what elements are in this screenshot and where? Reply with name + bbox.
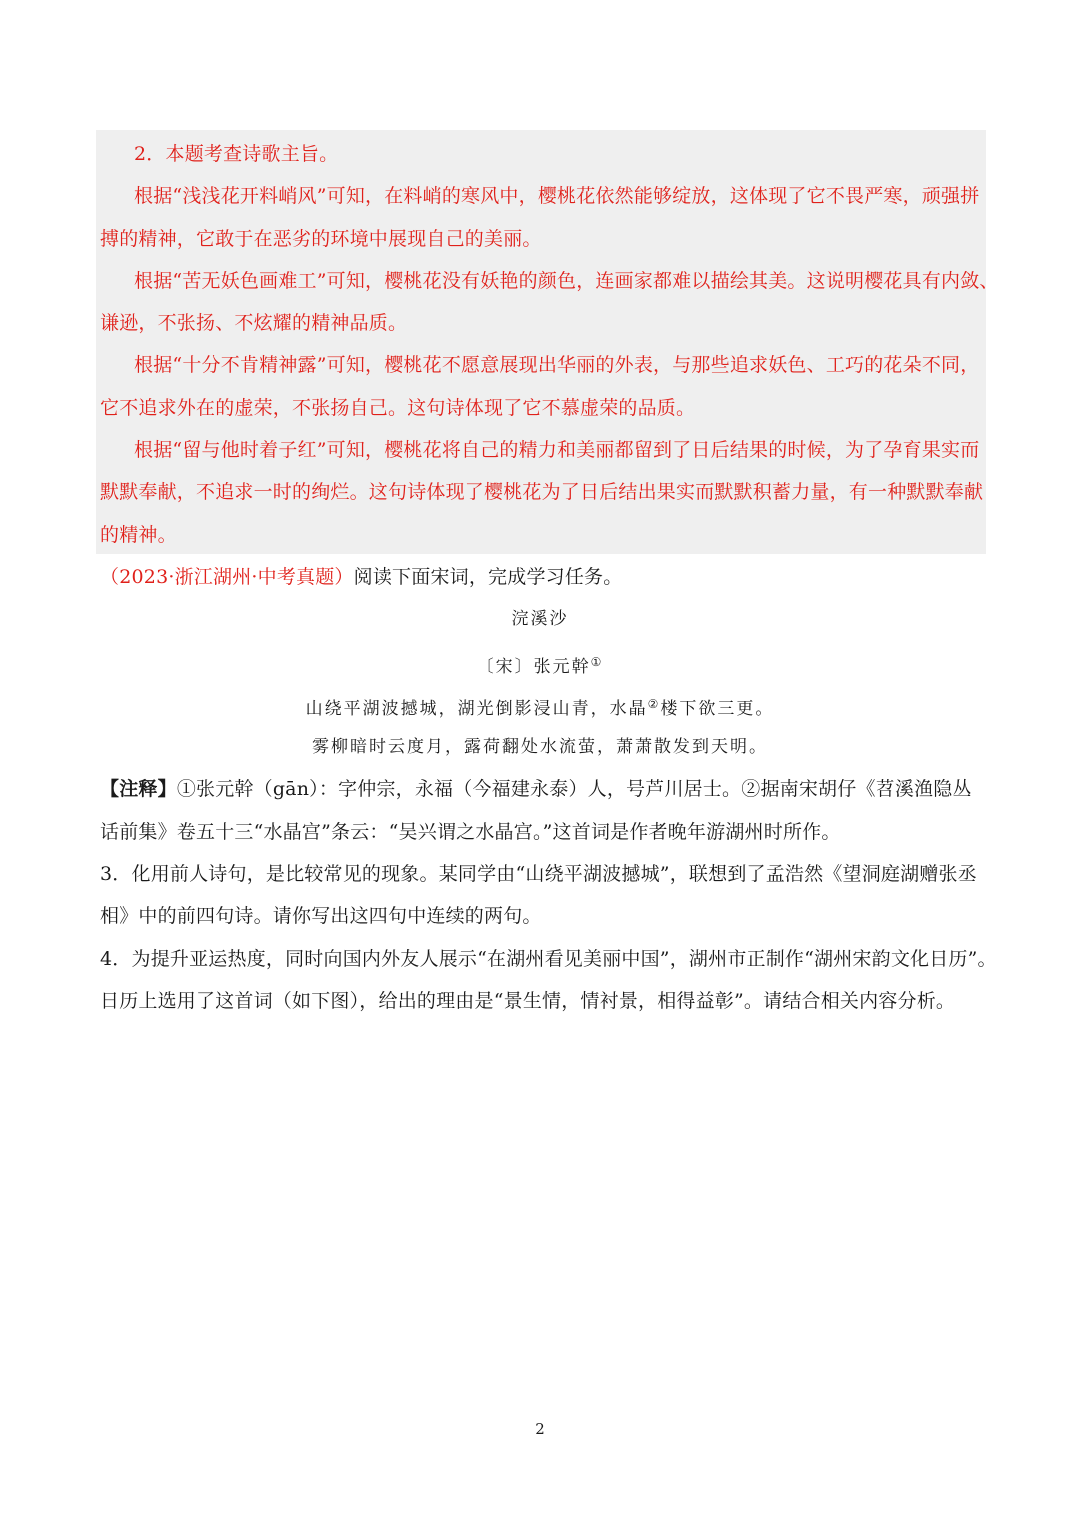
answer-paragraph-4-line-1: 根据“留与他时着子红”可知，樱桃花将自己的精力和美丽都留到了日后结果的时候，为了孕育果实而	[134, 439, 980, 461]
poem-author-line	[0, 650, 1080, 679]
poem-footnote-mark: ②	[647, 697, 661, 711]
question-source: （2023·浙江湖州·中考真题）	[100, 566, 354, 588]
notes-line-2: 话前集》卷五十三“水晶宫”条云：“吴兴谓之水晶宫。”这首词是作者晚年游湖州时所作。	[100, 821, 841, 843]
page-number: 2	[535, 1420, 545, 1438]
question-3-line-1: 3．化用前人诗句，是比较常见的现象。某同学由“山绕平湖波撼城”，联想到了孟浩然《望洞庭湖赠张丞	[100, 863, 977, 885]
answer-paragraph-1-line-2: 搏的精神，它敢于在恶劣的环境中展现自己的美丽。	[100, 228, 542, 250]
notes-line-1	[100, 777, 972, 801]
author-footnote-mark: ①	[590, 655, 604, 669]
answer-paragraph-2-line-2: 谦逊，不张扬、不炫耀的精神品质。	[100, 312, 408, 334]
answer-paragraph-3-line-1: 根据“十分不肯精神露”可知，樱桃花不愿意展现出华丽的外表，与那些追求妖色、工巧的花朵不同，	[134, 354, 980, 376]
answer-paragraph-4-line-3: 的精神。	[100, 524, 177, 546]
question-4-line-1: 4．为提升亚运热度，同时向国内外友人展示“在湖州看见美丽中国”，湖州市正制作“湖州宋韵文化日历”。	[100, 948, 997, 970]
poem-line-1-part-b: 楼下欲三更。	[660, 699, 775, 719]
question-4-line-2: 日历上选用了这首词（如下图），给出的理由是“景生情，情衬景，相得益彰”。请结合相关内容分析。	[100, 990, 956, 1012]
answer-paragraph-3-line-2: 它不追求外在的虚荣，不张扬自己。这句诗体现了它不慕虚荣的品质。	[100, 397, 696, 419]
notes-label: 【注释】	[100, 778, 177, 800]
poem-line-1-part-a: 山绕平湖波撼城，湖光倒影浸山青，水晶	[305, 699, 648, 719]
question-intro	[100, 565, 622, 589]
poem-title: 浣溪沙	[511, 609, 569, 629]
answer-heading: 2．本题考查诗歌主旨。	[134, 143, 339, 165]
poem-author: 〔宋〕张元幹	[476, 657, 591, 677]
question-3-line-2: 相》中的前四句诗。请你写出这四句中连续的两句。	[100, 905, 542, 927]
poem-line-2: 雾柳暗时云度月，露荷翻处水流萤，萧萧散发到天明。	[312, 737, 768, 757]
poem-line-1	[0, 692, 1080, 721]
answer-paragraph-4-line-2: 默默奉献，不追求一时的绚烂。这句诗体现了樱桃花为了日后结出果实而默默积蓄力量，有一种默默奉献	[100, 481, 984, 503]
question-instruction: 阅读下面宋词，完成学习任务。	[353, 566, 623, 588]
notes-text-1: ①张元幹（gān）：字仲宗，永福（今福建永泰）人，号芦川居士。②据南宋胡仔《苕溪渔隐丛	[176, 778, 972, 800]
answer-paragraph-2-line-1: 根据“苦无妖色画难工”可知，樱桃花没有妖艳的颜色，连画家都难以描绘其美。这说明樱花具有内敛、	[134, 270, 999, 292]
answer-paragraph-1-line-1: 根据“浅浅花开料峭风”可知，在料峭的寒风中，樱桃花依然能够绽放，这体现了它不畏严寒，顽强拼	[134, 185, 980, 207]
